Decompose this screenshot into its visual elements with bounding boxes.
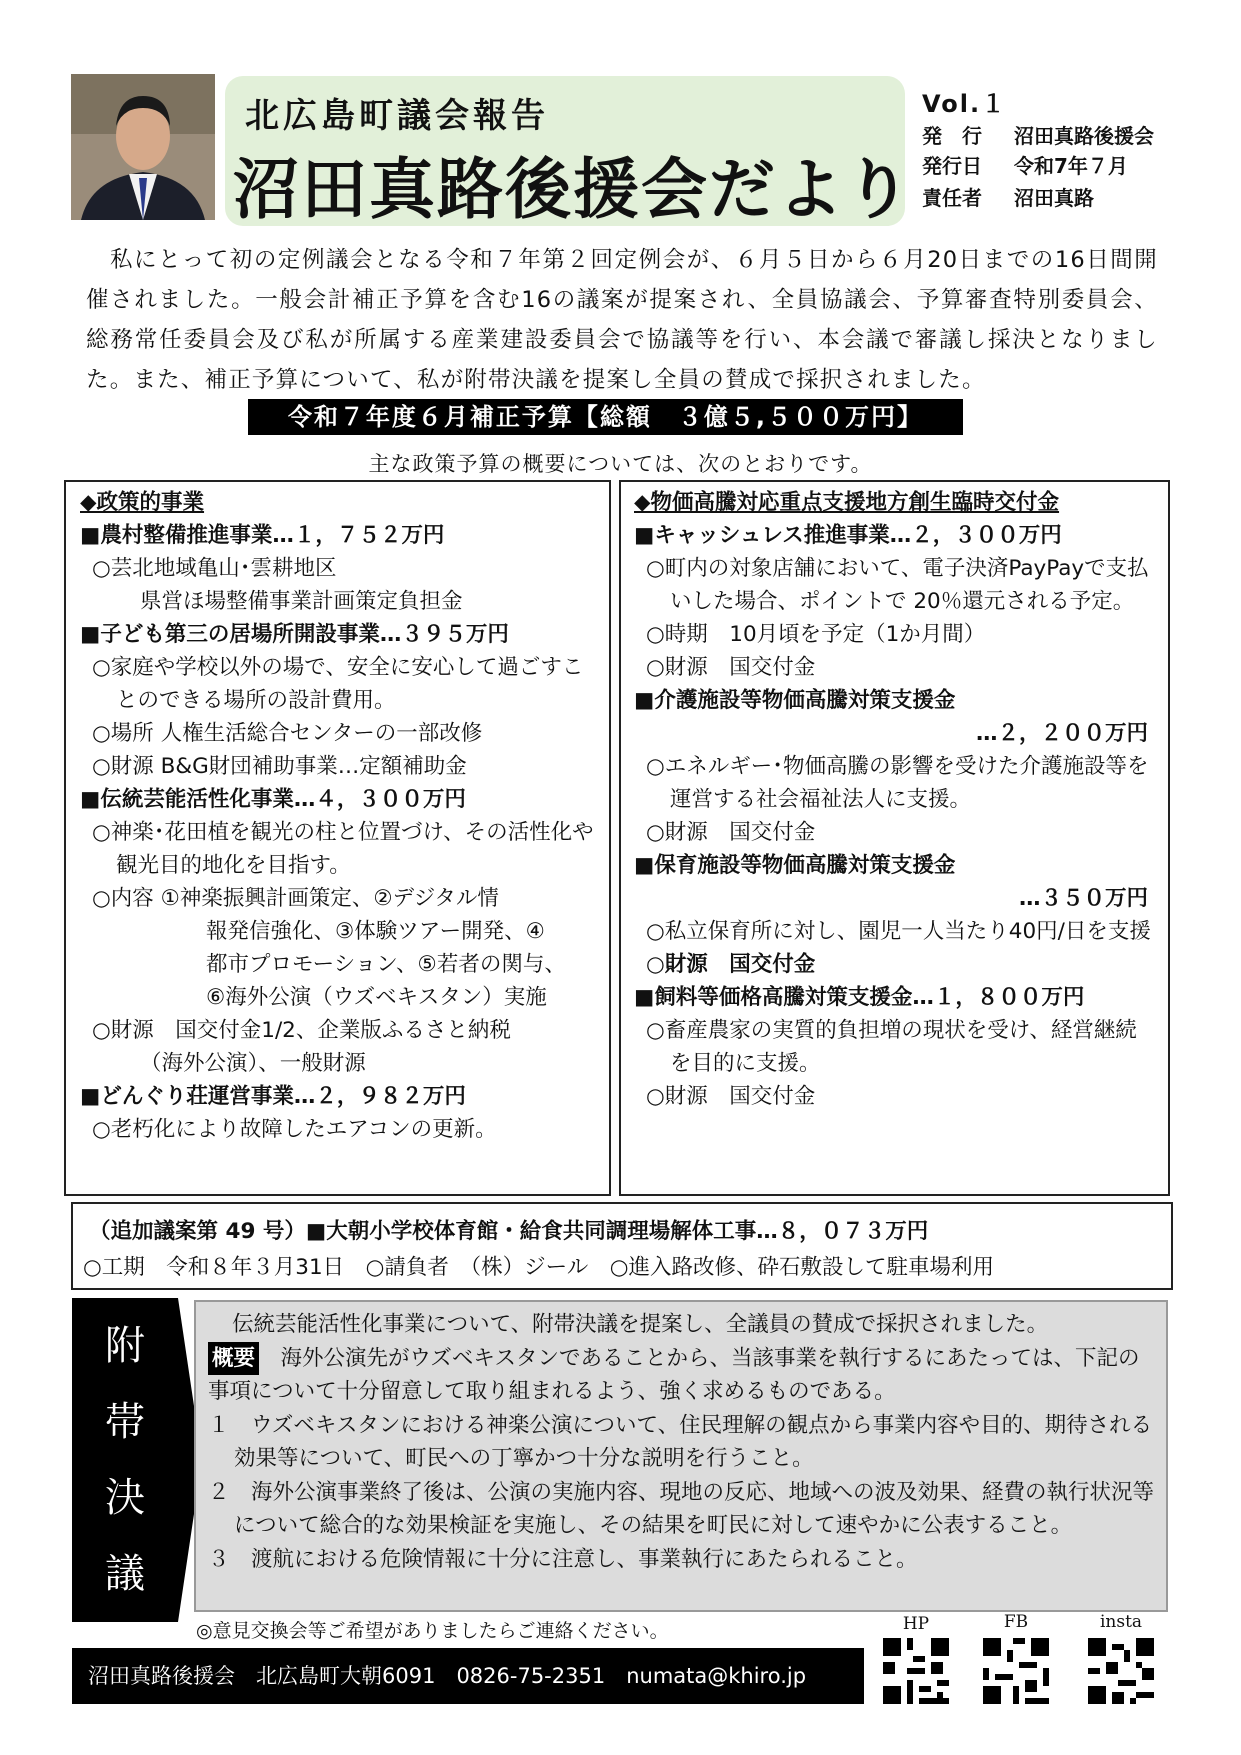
list-item: ○財源 国交付金 — [646, 655, 816, 680]
list-item: 県営ほ場整備事業計画策定負担金 — [140, 589, 463, 614]
list-item: ○財源 国交付金 — [646, 820, 816, 845]
list-item: 都市プロモーション、⑤若者の関与、 — [206, 952, 566, 977]
list-item: ○畜産農家の実質的負担増の現状を受け、経営継続を目的に支援。 — [646, 1018, 1137, 1076]
intro-paragraph: 私にとって初の定例議会となる令和７年第２回定例会が、６月５日から６月20日までの16日間開催されました。一般会計補正予算を含む16の議案が提案され、全員協議会、予算審査特別委員会、総務常任委員会及び私が所属する産業建設委員会で協議等を行い、本会議で審議し採決となりました。また、補正予算について、私が附帯決議を提案し全員の賛成で採択されました。 — [86, 247, 1158, 393]
meta-date: 発行日 令和7年７月 — [922, 154, 1128, 178]
budget-banner: 令和７年度６月補正予算【総額 ３億５,５００万円】 — [248, 399, 963, 435]
resolution-side-label: 附 帯 決 議 — [105, 1323, 145, 1597]
list-item: ⑥海外公演（ウズベキスタン）実施 — [206, 985, 547, 1010]
author-photo — [71, 74, 215, 220]
qr-code-insta-icon[interactable] — [1088, 1638, 1154, 1704]
list-item: ○神楽･花田植を観光の柱と位置づけ、その活性化や観光目的地化を目指す。 — [92, 820, 594, 878]
list-item: ■介護施設等物価高騰対策支援金 — [634, 688, 956, 713]
list-item: ○財源 国交付金 — [646, 1084, 816, 1109]
list-item: ■キャッシュレス推進事業…２，３００万円 — [634, 523, 1062, 548]
resolution-item-1: １ ウズベキスタンにおける神楽公演について、住民理解の観点から事業内容や目的、期待される効果等について、町民への丁寧かつ十分な説明を行うこと。 — [208, 1412, 1153, 1471]
list-item: 報発信強化、③体験ツアー開発、④ — [206, 919, 545, 944]
meta-publisher: 発 行 沼田真路後援会 — [922, 124, 1154, 148]
list-item: ○エネルギー･物価高騰の影響を受けた介護施設等を運営する社会福祉法人に支援。 — [646, 754, 1149, 812]
volume-number: Vol.１ — [922, 90, 1008, 118]
list-item: （海外公演）、一般財源 — [140, 1051, 366, 1076]
list-item: ○財源 国交付金1/2、企業版ふるさと納税 — [92, 1018, 511, 1043]
meta-editor: 責任者 沼田真路 — [922, 186, 1094, 210]
list-item: ○老朽化により故障したエアコンの更新。 — [92, 1117, 497, 1142]
qr-code-hp-icon[interactable] — [883, 1638, 949, 1704]
policy-heading: ◆政策的事業 — [80, 490, 205, 515]
list-item: …２，２００万円 — [975, 721, 1148, 746]
resolution-box — [194, 1300, 1168, 1612]
overview-label: 概要 — [208, 1342, 259, 1376]
list-item: ○財源 B&G財団補助事業…定額補助金 — [92, 754, 467, 779]
list-item: ○芸北地域亀山･雲耕地区 — [92, 556, 337, 581]
list-item: ○家庭や学校以外の場で、安全に安心して過ごすことのできる場所の設計費用。 — [92, 655, 584, 713]
resolution-item-3: ３ 渡航における危険情報に十分に注意し、事業執行にあたられること。 — [208, 1546, 918, 1572]
additional-bill-title: （追加議案第 49 号）■大朝小学校体育館・給食共同調理場解体工事…８，０７３万円 — [89, 1219, 929, 1244]
contact-note: ◎意見交換会等ご希望がありましたらご連絡ください。 — [196, 1620, 669, 1642]
list-item: ■伝統芸能活性化事業…４，３００万円 — [80, 787, 466, 812]
policy-column — [80, 486, 595, 1146]
additional-bill-box — [71, 1202, 1173, 1290]
list-item: ○私立保育所に対し、園児一人当たり40円/日を支援 — [646, 919, 1151, 944]
additional-bill-detail: ○工期 令和８年３月31日 ○請負者 （株）ジール ○進入路改修、砕石敷設して駐車場利用 — [83, 1255, 994, 1280]
list-item: ○時期 10月頃を予定（1か月間） — [646, 622, 986, 647]
qr-code-fb-icon[interactable] — [983, 1638, 1049, 1704]
list-item: …３５０万円 — [1018, 886, 1148, 911]
list-item: ○町内の対象店舗において、電子決済PayPayで支払いした場合、ポイントで 20％還元される予定。 — [646, 556, 1149, 614]
list-item: ■どんぐり荘運営事業…２，９８２万円 — [80, 1084, 466, 1109]
list-item: ■保育施設等物価高騰対策支援金 — [634, 853, 956, 878]
list-item: ○場所 人権生活総合センターの一部改修 — [92, 721, 483, 746]
list-item: ■飼料等価格高騰対策支援金…１，８００万円 — [634, 985, 1085, 1010]
list-item: ○財源 国交付金 — [646, 952, 816, 977]
qr-label-hp: HP — [902, 1614, 930, 1634]
qr-label-fb: FB — [1003, 1612, 1029, 1632]
grant-heading: ◆物価高騰対応重点支援地方創生臨時交付金 — [634, 490, 1060, 515]
list-item: ■子ども第三の居場所開設事業…３９５万円 — [80, 622, 509, 647]
newsletter-title: 沼田真路後援会だより — [233, 151, 913, 228]
list-item: ■農村整備推進事業…１，７５２万円 — [80, 523, 445, 548]
footer-contact: 沼田真路後援会 北広島町大朝6091 0826-75-2351 numata@khiro.jp — [72, 1648, 864, 1704]
resolution-overview: 概要 海外公演先がウズベキスタンであることから、当該事業を執行するにあたっては、下記の事項について十分留意して取り組まれるよう、強く求めるものである。 — [208, 1342, 1154, 1409]
budget-banner-sub: 主な政策予算の概要については、次のとおりです。 — [368, 452, 873, 476]
grant-column — [634, 486, 1156, 1113]
resolution-item-2: ２ 海外公演事業終了後は、公演の実施内容、現地の反応、地域への波及効果、経費の執行状況等について総合的な効果検証を実施し、その結果を町民に対して速やかに公表すること。 — [208, 1479, 1155, 1538]
newsletter-subtitle: 北広島町議会報告 — [245, 96, 549, 136]
list-item: ○内容 ①神楽振興計画策定、②デジタル情 — [92, 886, 499, 911]
resolution-lead: 伝統芸能活性化事業について、附帯決議を提案し、全議員の賛成で採択されました。 — [232, 1312, 1049, 1337]
qr-label-insta: insta — [1099, 1612, 1143, 1632]
